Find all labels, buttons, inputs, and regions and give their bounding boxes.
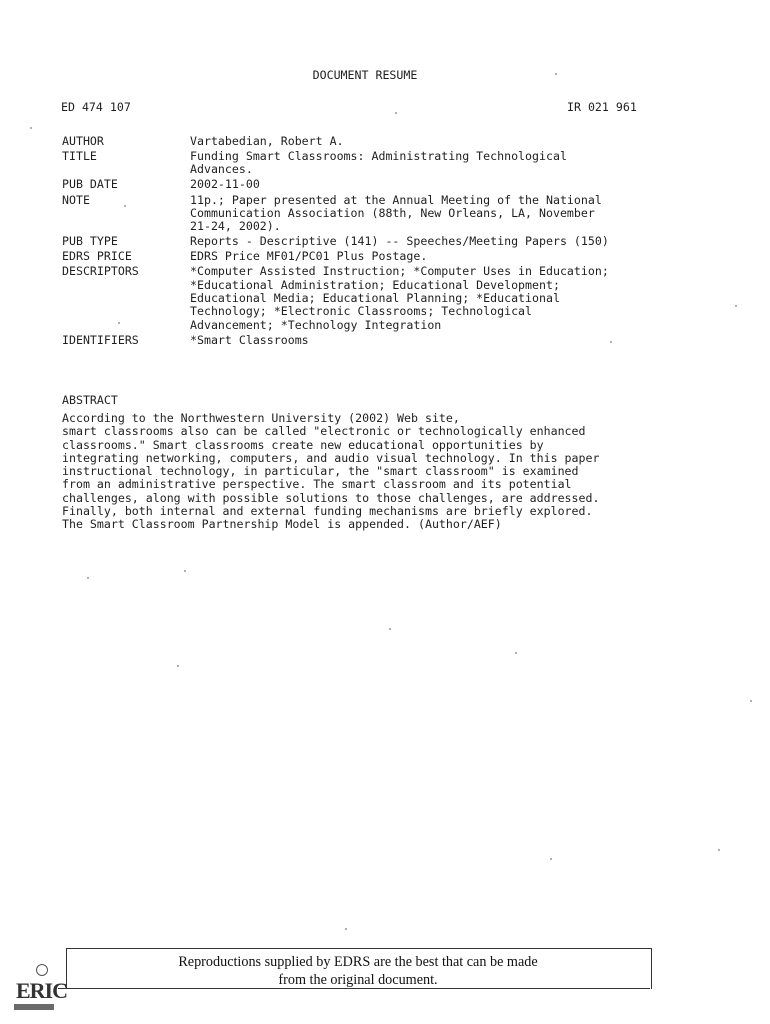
scan-speck: [610, 341, 612, 343]
field-value: EDRS Price MF01/PC01 Plus Postage.: [190, 249, 428, 264]
scan-speck: [184, 570, 186, 572]
field-edrs-price: [62, 250, 672, 263]
scan-speck: [555, 73, 557, 75]
scan-speck: [345, 928, 347, 930]
eric-logo-bar: [14, 1004, 54, 1010]
field-label: PUB DATE: [62, 177, 118, 192]
reproduction-notice-line2: from the original document.: [278, 972, 438, 988]
field-label: AUTHOR: [62, 134, 104, 148]
scan-speck: [389, 628, 391, 630]
reproduction-notice: [66, 953, 650, 989]
scan-speck: [735, 305, 737, 307]
field-label: EDRS PRICE: [62, 249, 132, 264]
field-author: [62, 135, 672, 148]
eric-logo: ERIC: [16, 978, 68, 1003]
document-title: DOCUMENT RESUME: [312, 68, 418, 82]
field-note: [62, 194, 672, 234]
eric-logo-icon: [36, 964, 48, 976]
field-value: Reports - Descriptive (141) -- Speeches/Meeting Papers (150): [190, 234, 609, 249]
field-pub-type: [62, 235, 672, 248]
field-value: Vartabedian, Robert A.: [190, 134, 344, 148]
reproduction-notice-line1: Reproductions supplied by EDRS are the best that can be made: [178, 954, 538, 970]
field-value: Funding Smart Classrooms: Administrating Technological Advances.: [190, 149, 567, 177]
scan-speck: [30, 127, 32, 129]
scan-speck: [177, 665, 179, 667]
field-value: 11p.; Paper presented at the Annual Meeting of the National Communication Association (88th, New Orleans, LA, November 21-24, 2002).: [190, 192, 602, 234]
field-label: IDENTIFIERS: [62, 332, 139, 347]
scan-speck: [118, 322, 120, 324]
field-label: NOTE: [62, 192, 90, 207]
field-title: [62, 150, 672, 177]
field-descriptors: [62, 265, 672, 331]
field-identifiers: [62, 334, 672, 347]
field-pub-date: [62, 178, 672, 191]
ir-number: IR 021 961: [567, 100, 637, 114]
field-value: 2002-11-00: [190, 177, 260, 192]
abstract-label: ABSTRACT: [62, 393, 118, 407]
metadata-fields: [62, 135, 672, 349]
field-label: TITLE: [62, 149, 97, 164]
field-value: *Computer Assisted Instruction; *Computer Uses in Education; *Educational Administration; Educational Development; Educational Media; Educational Planning; *Educational Technology; *Electronic Classrooms; Technological Advancement; *Technology Integration: [190, 264, 609, 332]
scan-speck: [515, 652, 517, 654]
field-label: PUB TYPE: [62, 234, 118, 249]
scan-speck: [87, 577, 89, 579]
scan-speck: [124, 205, 126, 207]
field-label: DESCRIPTORS: [62, 264, 139, 279]
field-value: *Smart Classrooms: [190, 332, 309, 347]
scan-speck: [750, 700, 752, 702]
scan-speck: [550, 858, 552, 860]
scan-speck: [718, 849, 720, 851]
abstract-text: According to the Northwestern University (2002) Web site, smart classrooms also can be called "electronic or technologically enhanced classrooms." Smart classrooms create new educational opportunities by integrating networking, computers, and audio visual technology. In this paper instructional technology, in particular, the "smart classroom" is examined from an administrative perspective. The smart classroom and its potential challenges, along with possible solutions to those challenges, are addressed. Finally, both internal and external funding mechanisms are briefly explored. The Smart Classroom Partnership Model is appended. (Author/AEF): [62, 411, 600, 532]
scan-speck: [395, 112, 397, 114]
ed-number: ED 474 107: [61, 100, 131, 114]
